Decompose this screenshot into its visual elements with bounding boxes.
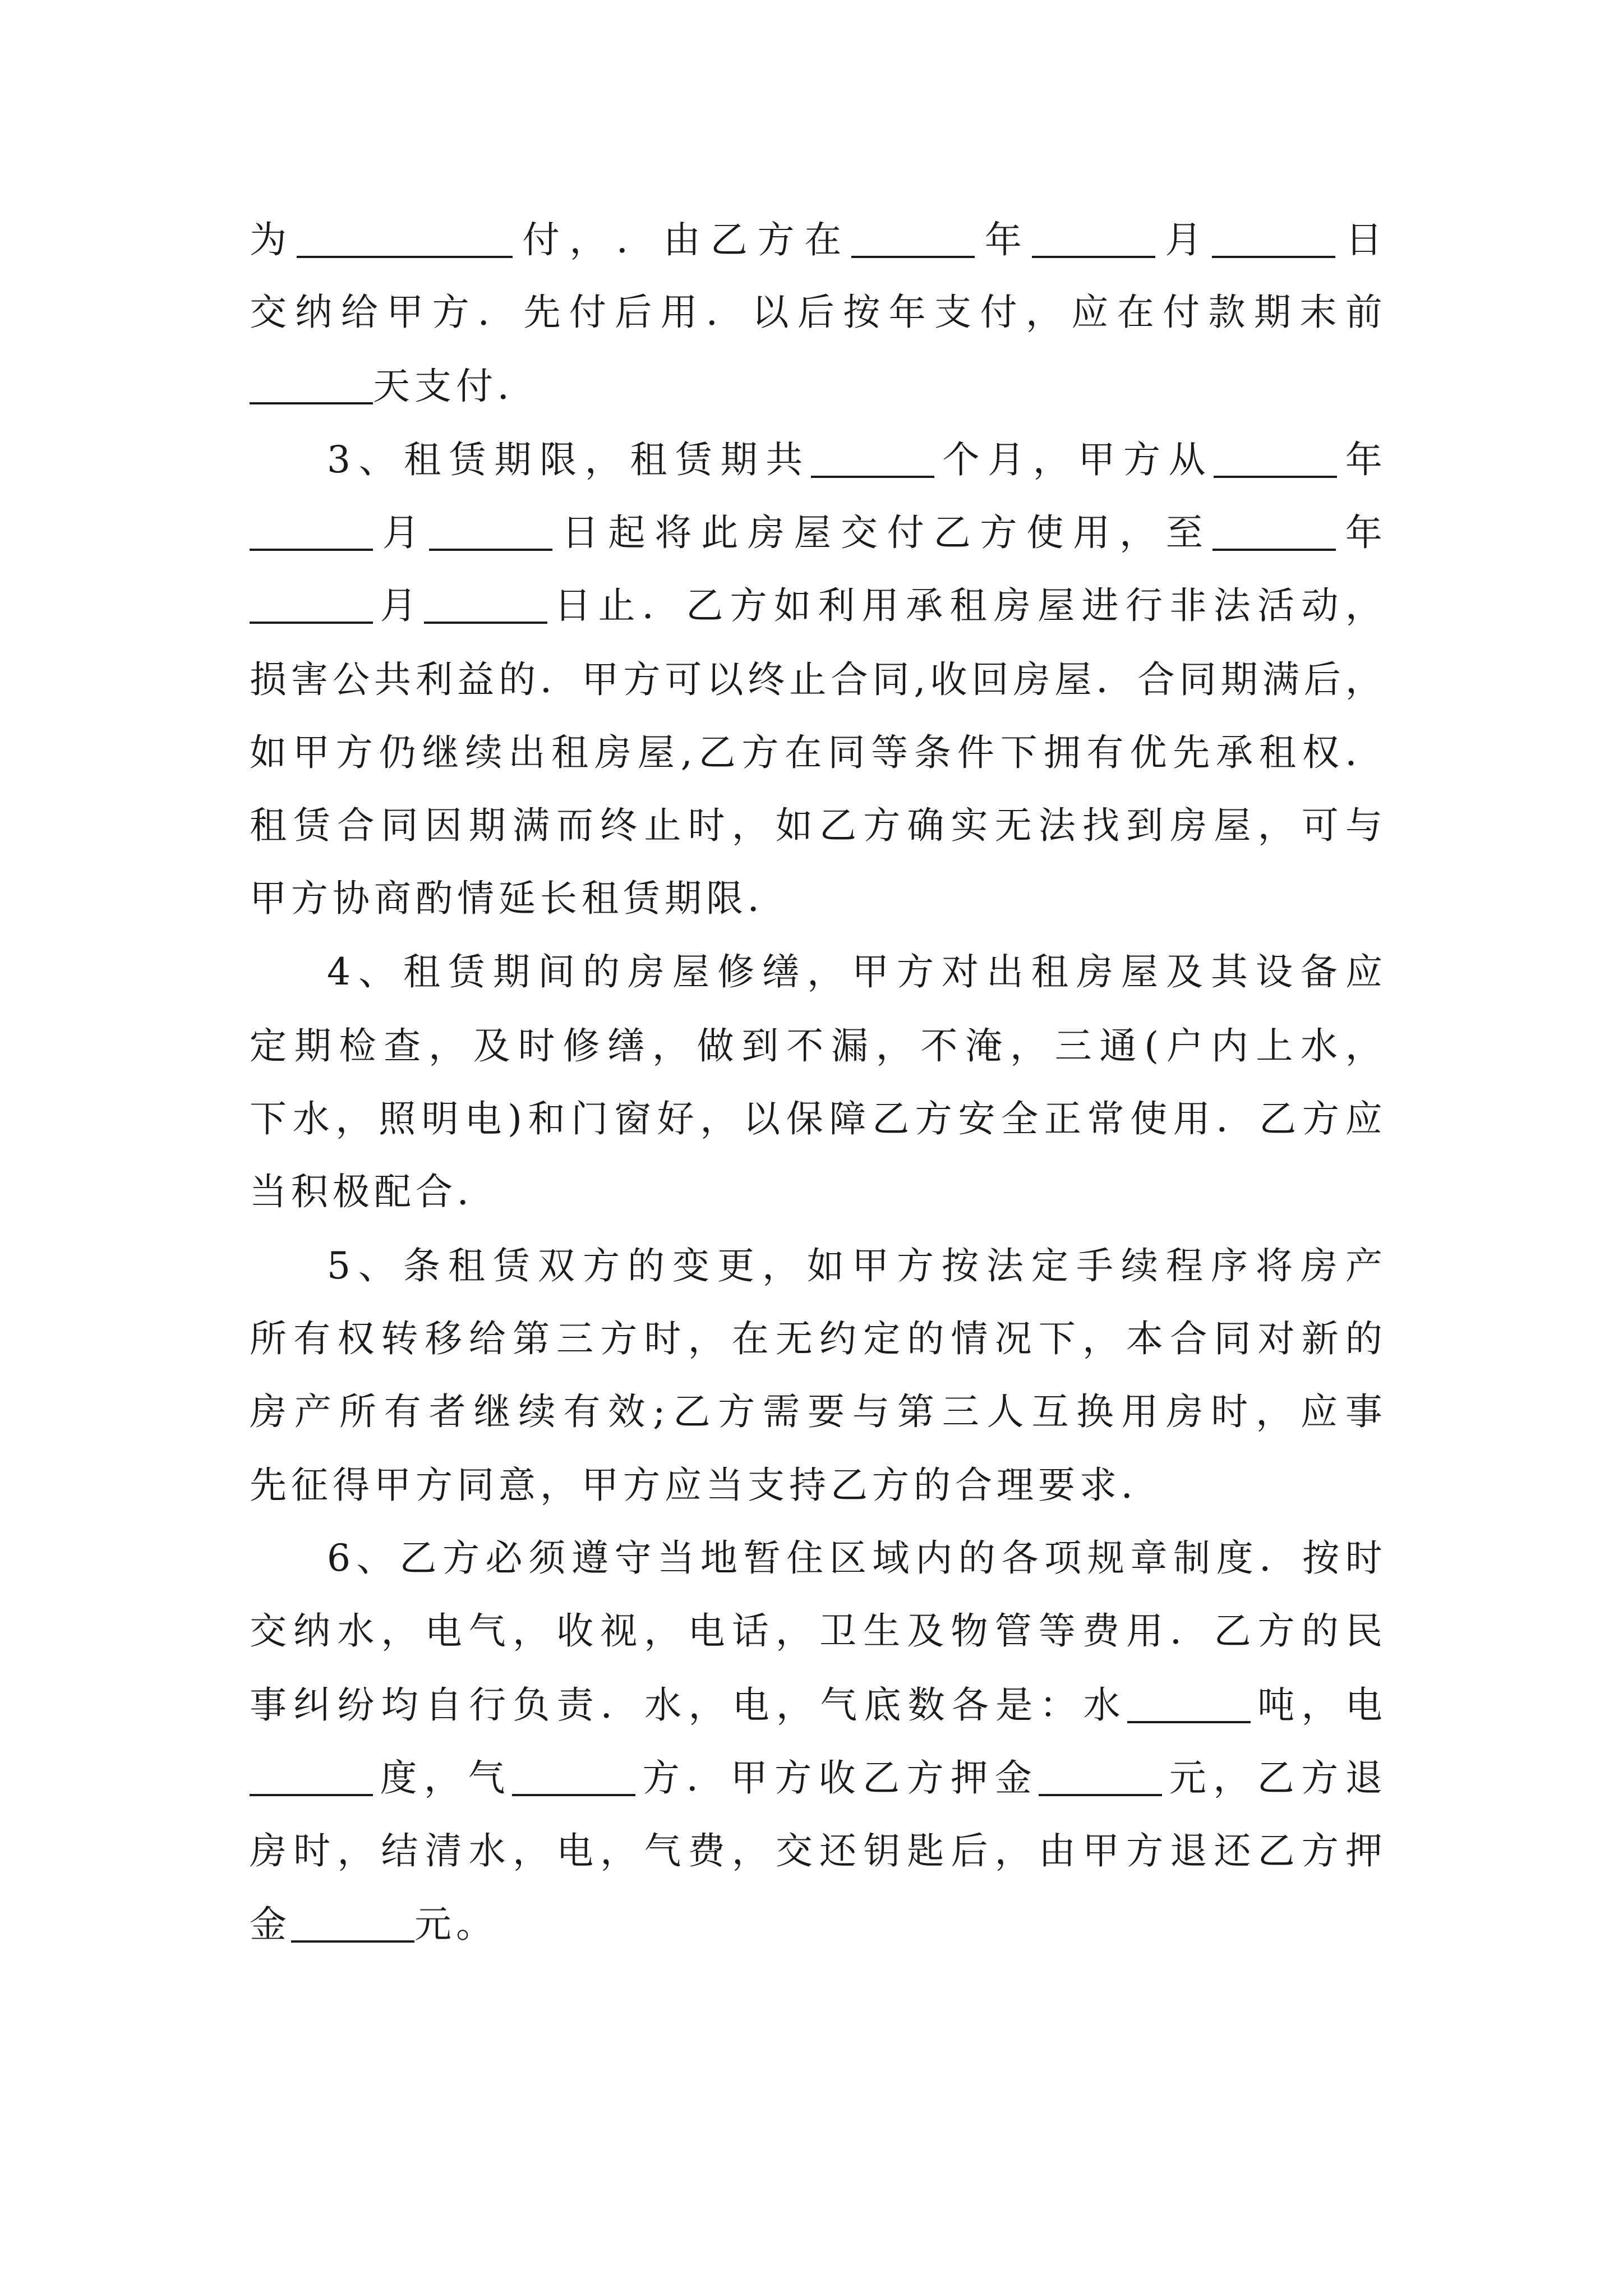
text-segment: 天支付． <box>373 365 539 408</box>
text-segment: 先征得甲方同意，甲方应当支持乙方的合理要求． <box>250 1464 1163 1507</box>
fill-in-blank <box>250 549 373 551</box>
text-line: 3 、 租 赁 期 限 ， 租 赁 期 共 个 月 ， 甲 方 从 年 <box>327 438 1382 481</box>
text-line <box>250 1457 1382 1513</box>
text-segment: 甲方协商酌情延长租赁期限． <box>250 877 789 920</box>
text-line <box>250 1897 1382 1953</box>
fill-in-blank <box>1214 476 1337 478</box>
text-line: 度 ， 气 方 ． 甲 方 收 乙 方 押 金 元 ， 乙 方 退 <box>250 1750 1382 1806</box>
text-segment: 元。 <box>414 1903 497 1946</box>
fill-in-blank <box>851 256 975 258</box>
fill-in-blank <box>1212 549 1336 551</box>
text-line <box>250 1164 1382 1220</box>
text-line: 房 产 所 有 者 继 续 有 效 ; 乙 方 需 要 与 第 三 人 互 换 用 房 时 ， 应 事 <box>250 1390 1382 1433</box>
text-line <box>250 871 1382 927</box>
text-line: 如 甲 方 仍 继 续 出 租 房 屋 , 乙 方 在 同 等 条 件 下 拥 有 优 先 承 租 权 ． <box>250 731 1382 774</box>
fill-in-blank <box>1032 256 1155 258</box>
fill-in-blank <box>250 1794 373 1796</box>
text-line: 事 纠 纷 均 自 行 负 责 ． 水 ， 电 ， 气 底 数 各 是 ： 水 吨 ， 电 <box>250 1683 1382 1727</box>
fill-in-blank <box>424 622 547 624</box>
text-line: 6 、 乙 方 必 须 遵 守 当 地 暂 住 区 域 内 的 各 项 规 章 制 度 ． 按 时 <box>327 1536 1382 1580</box>
text-line: 下 水 ， 照 明 电 ) 和 门 窗 好 ， 以 保 障 乙 方 安 全 正 常 使 用 ． 乙 方 应 <box>250 1097 1382 1140</box>
fill-in-blank <box>291 1940 414 1943</box>
text-line: 定 期 检 查 ， 及 时 修 缮 ， 做 到 不 漏 ， 不 淹 ， 三 通 ( 户 内 上 水 ， <box>250 1024 1382 1068</box>
text-line: 房 时 ， 结 清 水 ， 电 ， 气 费 ， 交 还 钥 匙 后 ， 由 甲 方 退 还 乙 方 押 <box>250 1829 1382 1872</box>
text-line: 为 付 ， ． 由 乙 方 在 年 月 日 <box>250 218 1382 261</box>
text-line: 所 有 权 转 移 给 第 三 方 时 ， 在 无 约 定 的 情 况 下 ， 本 合 同 对 新 的 <box>250 1317 1382 1360</box>
text-line: 月 日 止 ． 乙 方 如 利 用 承 租 房 屋 进 行 非 法 活 动 ， <box>250 578 1382 634</box>
fill-in-blank <box>1127 1721 1251 1723</box>
fill-in-blank <box>512 1794 635 1796</box>
fill-in-blank <box>1039 1794 1162 1796</box>
text-line: 5 、 条 租 赁 双 方 的 变 更 ， 如 甲 方 按 法 定 手 续 程 序 将 房 产 <box>327 1244 1382 1287</box>
text-segment: 金 <box>250 1903 291 1946</box>
fill-in-blank <box>811 476 934 478</box>
fill-in-blank <box>297 256 513 258</box>
text-line: 交 纳 水 ， 电 气 ， 收 视 ， 电 话 ， 卫 生 及 物 管 等 费 用 ． 乙 方 的 民 <box>250 1609 1382 1653</box>
text-line: 租 赁 合 同 因 期 满 而 终 止 时 ， 如 乙 方 确 实 无 法 找 到 房 屋 ， 可 与 <box>250 804 1382 847</box>
text-line: 月 日 起 将 此 房 屋 交 付 乙 方 使 用 ， 至 年 <box>250 505 1382 561</box>
text-line: 4 、 租 赁 期 间 的 房 屋 修 缮 ， 甲 方 对 出 租 房 屋 及 其 设 备 应 <box>327 950 1382 993</box>
text-line <box>250 358 1382 415</box>
text-line: 损 害 公 共 利 益 的 ． 甲 方 可 以 终 止 合 同 , 收 回 房 屋 ． 合 同 期 满 后 ， <box>250 658 1382 701</box>
fill-in-blank <box>250 402 373 404</box>
text-segment: 当积极配合． <box>250 1170 499 1213</box>
fill-in-blank <box>250 622 373 624</box>
fill-in-blank <box>1212 256 1335 258</box>
fill-in-blank <box>429 549 552 551</box>
text-line: 交 纳 给 甲 方 ． 先 付 后 用 ． 以 后 按 年 支 付 ， 应 在 付 款 期 末 前 <box>250 291 1382 334</box>
